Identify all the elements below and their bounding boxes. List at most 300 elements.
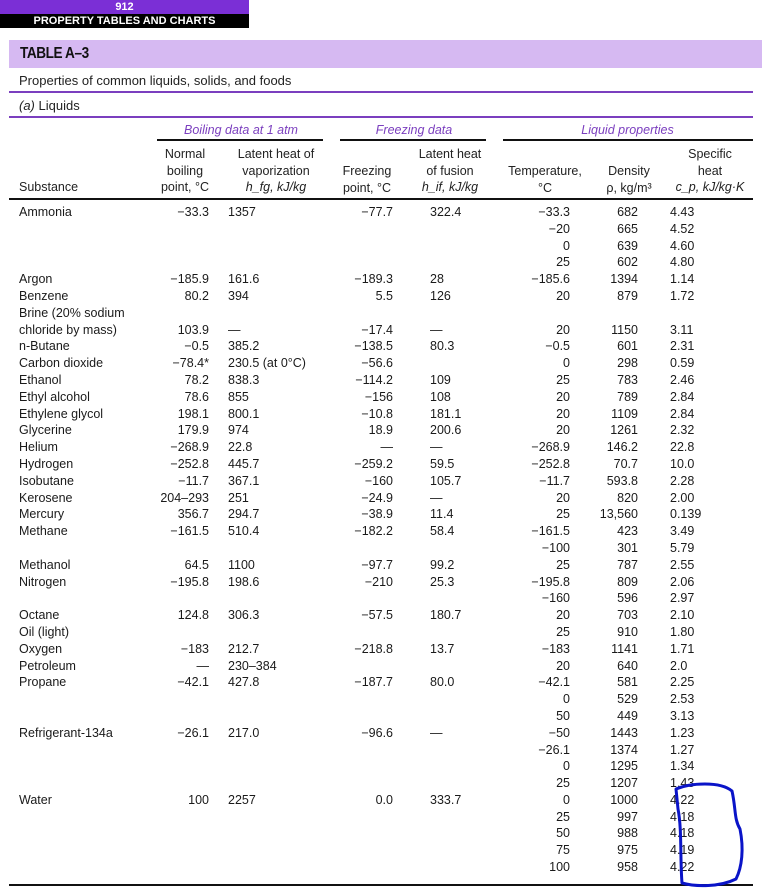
cell-latent-heat-fusion: — (430, 440, 443, 455)
cell-temperature: −183 (541, 641, 570, 656)
cell-specific-heat: 5.79 (670, 540, 695, 555)
group-boiling: Boiling data at 1 atm (184, 123, 298, 137)
cell-substance: Octane (19, 608, 60, 623)
cell-temperature: −26.1 (538, 742, 570, 757)
cell-specific-heat: 2.84 (670, 406, 695, 421)
cell-specific-heat: 4.52 (670, 221, 695, 236)
cell-freezing-point: — (380, 440, 393, 455)
cell-substance: Helium (19, 440, 58, 455)
cell-substance: Methanol (19, 557, 71, 572)
cell-freezing-point: 0.0 (375, 792, 393, 807)
cell-substance: Isobutane (19, 473, 74, 488)
table-row (0, 456, 766, 473)
cell-normal-boiling-point: 78.2 (184, 372, 209, 387)
cell-temperature: 20 (556, 658, 570, 673)
table-title: TABLE A–3 (20, 45, 89, 62)
cell-density: 596 (617, 591, 638, 606)
table-row (0, 725, 766, 742)
cell-latent-heat-vaporization: 394 (228, 288, 249, 303)
cell-latent-heat-fusion: 13.7 (430, 641, 455, 656)
cell-latent-heat-fusion: 11.4 (430, 507, 454, 522)
cell-specific-heat: 2.84 (670, 389, 695, 404)
cell-freezing-point: −189.3 (354, 272, 393, 287)
cell-density: 789 (617, 389, 638, 404)
table-row (0, 624, 766, 641)
col-lhv-symbol: h_fg, kJ/kg (245, 180, 307, 194)
cell-specific-heat: 22.8 (670, 440, 695, 455)
cell-density: 787 (617, 557, 638, 572)
table-row (0, 439, 766, 456)
table-row (0, 389, 766, 406)
cell-temperature: −195.8 (531, 574, 570, 589)
cell-temperature: −252.8 (531, 456, 570, 471)
cell-latent-heat-fusion: 109 (430, 372, 451, 387)
cell-temperature: 25 (556, 255, 570, 270)
cell-normal-boiling-point: −26.1 (177, 725, 209, 740)
cell-temperature: −42.1 (538, 675, 570, 690)
cell-latent-heat-vaporization: 22.8 (228, 440, 253, 455)
cell-temperature: 20 (556, 490, 570, 505)
cell-specific-heat: 0.59 (670, 356, 695, 371)
table-row (0, 674, 766, 691)
cell-specific-heat: 3.11 (670, 322, 694, 337)
cell-substance: Ethyl alcohol (19, 389, 90, 404)
cell-freezing-point: −57.5 (361, 608, 393, 623)
cell-density: 879 (617, 288, 638, 303)
group-boiling-line (157, 139, 323, 141)
cell-specific-heat: 2.46 (670, 372, 695, 387)
col-temp-line2: °C (537, 180, 553, 195)
table-row (0, 473, 766, 490)
cell-freezing-point: −160 (364, 473, 393, 488)
cell-density: 975 (617, 843, 638, 858)
cell-specific-heat: 1.27 (670, 742, 695, 757)
cell-freezing-point: −96.6 (361, 725, 393, 740)
cell-latent-heat-vaporization: — (228, 322, 241, 337)
col-lhf-line3 (414, 179, 486, 196)
table-row (0, 238, 766, 255)
cell-latent-heat-vaporization: 198.6 (228, 574, 260, 589)
table-row (0, 422, 766, 439)
table-row (0, 406, 766, 423)
cell-normal-boiling-point: −195.8 (170, 574, 209, 589)
cell-density: 640 (617, 658, 638, 673)
table-row (0, 842, 766, 859)
cell-temperature: 0 (563, 238, 570, 253)
cell-normal-boiling-point: 100 (188, 792, 209, 807)
cell-latent-heat-vaporization: 212.7 (228, 641, 260, 656)
cell-normal-boiling-point: −183 (180, 641, 209, 656)
cell-density: 988 (617, 826, 638, 841)
cell-substance: Brine (20% sodium (19, 305, 125, 320)
cell-temperature: 20 (556, 322, 570, 337)
cell-density: 1394 (610, 272, 638, 287)
cell-substance: Ethylene glycol (19, 406, 104, 421)
cell-specific-heat: 2.28 (670, 473, 695, 488)
cell-normal-boiling-point: 78.6 (184, 389, 209, 404)
cell-specific-heat: 1.34 (670, 759, 695, 774)
cell-density: 783 (617, 372, 638, 387)
cell-freezing-point: −218.8 (354, 641, 393, 656)
cell-latent-heat-vaporization: 838.3 (228, 372, 260, 387)
table-row (0, 859, 766, 876)
cell-density: 1109 (611, 406, 638, 421)
table-row (0, 691, 766, 708)
col-nbp-line1: Normal (164, 147, 206, 161)
table-row (0, 792, 766, 809)
subcaption-prefix: (a) (19, 98, 35, 113)
table-row (0, 641, 766, 658)
cell-specific-heat: 1.80 (670, 624, 695, 639)
cell-specific-heat: 1.72 (670, 288, 695, 303)
cell-latent-heat-fusion: 80.3 (430, 339, 455, 354)
cell-temperature: 25 (556, 372, 570, 387)
cell-substance: Ethanol (19, 372, 62, 387)
cell-specific-heat: 4.22 (670, 860, 695, 875)
cell-substance: Ammonia (19, 205, 72, 219)
cell-freezing-point: −156 (364, 389, 393, 404)
cell-substance: Mercury (19, 507, 65, 522)
subcaption-rule (9, 116, 753, 118)
cell-specific-heat: 4.19 (670, 843, 695, 858)
table-bottom-rule (9, 884, 753, 886)
cell-density: 449 (617, 708, 638, 723)
cell-density: 910 (617, 624, 638, 639)
cell-specific-heat: 2.25 (670, 675, 695, 690)
cell-freezing-point: −182.2 (354, 524, 393, 539)
cell-latent-heat-fusion: 126 (430, 288, 451, 303)
cell-latent-heat-vaporization: 230.5 (at 0°C) (228, 356, 306, 371)
cell-latent-heat-fusion: 105.7 (430, 473, 462, 488)
cell-temperature: −185.6 (531, 272, 570, 287)
cell-specific-heat: 2.97 (670, 591, 695, 606)
col-lhv-line2: vaporization (242, 163, 310, 178)
cell-temperature: 25 (556, 776, 570, 791)
cell-specific-heat: 2.31 (670, 339, 695, 354)
cell-temperature: 20 (556, 288, 570, 303)
cell-latent-heat-fusion: 333.7 (430, 792, 462, 807)
cell-temperature: −11.7 (539, 473, 570, 488)
cell-normal-boiling-point: −33.3 (177, 205, 209, 219)
cell-substance: chloride by mass) (19, 322, 117, 337)
cell-temperature: 0 (563, 356, 570, 371)
cell-latent-heat-fusion: — (430, 322, 443, 337)
cell-temperature: −100 (541, 540, 570, 555)
table-caption: Properties of common liquids, solids, and foods (19, 73, 292, 88)
cell-latent-heat-vaporization: 974 (228, 423, 249, 438)
cell-temperature: 0 (563, 692, 570, 707)
cell-temperature: −0.5 (545, 339, 570, 354)
cell-density: 70.7 (613, 456, 638, 471)
cell-substance: Hydrogen (19, 456, 74, 471)
cell-latent-heat-fusion: 59.5 (430, 456, 455, 471)
cell-normal-boiling-point: 204–293 (160, 490, 209, 505)
cell-freezing-point: −10.8 (361, 406, 393, 421)
cell-latent-heat-vaporization: 445.7 (228, 456, 260, 471)
cell-density: 958 (617, 860, 638, 875)
table-row (0, 305, 766, 322)
cell-density: 593.8 (606, 473, 638, 488)
cell-normal-boiling-point: — (196, 658, 209, 673)
cell-normal-boiling-point: 179.9 (177, 423, 209, 438)
cell-normal-boiling-point: 356.7 (177, 507, 209, 522)
table-row (0, 557, 766, 574)
table-row (0, 708, 766, 725)
cell-substance: Nitrogen (19, 574, 67, 589)
cell-specific-heat: 2.55 (670, 557, 695, 572)
table-row (0, 506, 766, 523)
cell-density: 13,560 (599, 507, 638, 522)
cell-specific-heat: 2.06 (670, 574, 695, 589)
cell-substance: Glycerine (19, 423, 72, 438)
cell-specific-heat: 10.0 (670, 456, 695, 471)
cell-latent-heat-vaporization: 800.1 (228, 406, 260, 421)
cell-normal-boiling-point: −78.4* (172, 356, 209, 371)
cell-latent-heat-vaporization: 1100 (228, 557, 255, 572)
cell-density: 301 (617, 540, 638, 555)
cell-density: 602 (617, 255, 638, 270)
cell-temperature: 25 (556, 557, 570, 572)
col-density (598, 163, 660, 196)
cell-specific-heat: 4.43 (670, 205, 695, 219)
cell-normal-boiling-point: 103.9 (177, 322, 209, 337)
cell-temperature: 25 (556, 507, 570, 522)
table-row (0, 221, 766, 238)
col-latent-heat-vaporization (228, 146, 324, 196)
col-lhf-line2: of fusion (426, 163, 474, 178)
group-freezing: Freezing data (375, 123, 453, 137)
cell-normal-boiling-point: −161.5 (170, 524, 209, 539)
cell-latent-heat-vaporization: 385.2 (228, 339, 260, 354)
table-row (0, 658, 766, 675)
cell-freezing-point: 18.9 (368, 423, 393, 438)
cell-freezing-point: −114.2 (355, 372, 393, 387)
cell-substance: Refrigerant-134a (19, 725, 113, 740)
cell-latent-heat-vaporization: 510.4 (228, 524, 260, 539)
table-row (0, 590, 766, 607)
col-fp-line2: point, °C (342, 180, 392, 195)
col-freezing-point (338, 163, 396, 196)
cell-latent-heat-fusion: 25.3 (430, 574, 455, 589)
cell-specific-heat: 1.14 (670, 272, 695, 287)
col-temperature (502, 163, 588, 196)
cell-latent-heat-fusion: 80.0 (430, 675, 455, 690)
cell-temperature: 0 (563, 792, 570, 807)
cell-latent-heat-fusion: 58.4 (430, 524, 455, 539)
cell-latent-heat-fusion: 200.6 (430, 423, 462, 438)
cell-density: 682 (617, 205, 638, 219)
cell-normal-boiling-point: −11.7 (178, 473, 209, 488)
col-nbp-line2: boiling (166, 163, 204, 178)
cell-substance: Oil (light) (19, 624, 70, 639)
cell-density: 1443 (610, 725, 638, 740)
cell-specific-heat: 4.18 (670, 826, 695, 841)
table-row (0, 271, 766, 288)
cell-specific-heat: 4.18 (670, 809, 695, 824)
col-substance: Substance (19, 180, 79, 194)
cell-density: 146.2 (606, 440, 638, 455)
cell-freezing-point: −187.7 (354, 675, 393, 690)
cell-latent-heat-vaporization: 294.7 (228, 507, 260, 522)
cell-specific-heat: 4.60 (670, 238, 695, 253)
table-row (0, 758, 766, 775)
cell-substance: n-Butane (19, 339, 70, 354)
cell-specific-heat: 3.49 (670, 524, 695, 539)
cell-density: 423 (617, 524, 638, 539)
group-liquid-line (503, 139, 753, 141)
cell-temperature: 25 (556, 809, 570, 824)
cell-density: 1374 (610, 742, 638, 757)
cell-density: 298 (617, 356, 638, 371)
col-fp-line1: Freezing (342, 164, 392, 178)
cell-temperature: 75 (556, 843, 570, 858)
cell-normal-boiling-point: −252.8 (170, 456, 209, 471)
cell-freezing-point: −38.9 (361, 507, 393, 522)
table-row (0, 825, 766, 842)
cell-temperature: 50 (556, 708, 570, 723)
col-density-line2: ρ, kg/m³ (606, 180, 652, 195)
col-latent-heat-fusion (414, 146, 486, 196)
col-cp-line3 (664, 179, 756, 196)
col-temp-line1: Temperature, (508, 164, 582, 178)
cell-latent-heat-fusion: 28 (430, 272, 444, 287)
table-row (0, 204, 766, 221)
cell-temperature: 25 (556, 624, 570, 639)
cell-density: 997 (617, 809, 638, 824)
group-freezing-line (340, 139, 486, 141)
col-lhf-symbol: h_if, kJ/kg (421, 180, 479, 194)
table-row (0, 775, 766, 792)
table-row (0, 338, 766, 355)
cell-temperature: −160 (541, 591, 570, 606)
col-lhf-line1: Latent heat (418, 147, 482, 161)
cell-specific-heat: 2.53 (670, 692, 695, 707)
cell-temperature: −50 (548, 725, 570, 740)
table-row (0, 372, 766, 389)
table-row (0, 490, 766, 507)
table-row (0, 523, 766, 540)
cell-normal-boiling-point: −185.9 (170, 272, 209, 287)
cell-specific-heat: 1.23 (670, 725, 695, 740)
cell-latent-heat-fusion: 180.7 (430, 608, 462, 623)
cell-substance: Propane (19, 675, 67, 690)
col-nbp-line3: point, °C (160, 180, 210, 194)
cell-specific-heat: 0.139 (670, 507, 702, 522)
col-specific-heat (664, 146, 756, 196)
cell-normal-boiling-point: −42.1 (177, 675, 209, 690)
cell-freezing-point: −17.4 (361, 322, 393, 337)
cell-latent-heat-vaporization: 217.0 (228, 725, 260, 740)
cell-normal-boiling-point: 124.8 (177, 608, 209, 623)
cell-latent-heat-fusion: 181.1 (430, 406, 462, 421)
cell-latent-heat-fusion: 99.2 (430, 557, 455, 572)
cell-density: 820 (617, 490, 638, 505)
cell-latent-heat-fusion: 108 (430, 389, 451, 404)
cell-latent-heat-fusion: 322.4 (430, 205, 462, 219)
page-number: 912 (0, 0, 249, 14)
cell-substance: Benzene (19, 288, 69, 303)
table-title-bar (9, 40, 762, 68)
table-row (0, 540, 766, 557)
cell-temperature: −268.9 (531, 440, 570, 455)
cell-freezing-point: −77.7 (361, 205, 393, 219)
col-cp-line2: heat (697, 163, 723, 178)
cell-latent-heat-fusion: — (430, 725, 443, 740)
cell-density: 1000 (610, 792, 638, 807)
cell-latent-heat-vaporization: 306.3 (228, 608, 260, 623)
cell-specific-heat: 2.0 (670, 658, 688, 673)
cell-density: 1295 (610, 759, 638, 774)
cell-substance: Oxygen (19, 641, 63, 656)
cell-freezing-point: 5.5 (375, 288, 393, 303)
table-subcaption (19, 98, 80, 113)
cell-temperature: −20 (548, 221, 570, 236)
caption-rule (9, 91, 753, 93)
cell-latent-heat-vaporization: 1357 (228, 205, 256, 219)
table-row (0, 574, 766, 591)
table-row (0, 322, 766, 339)
table-row (0, 607, 766, 624)
col-lhv-line1: Latent heat of (237, 147, 315, 161)
cell-latent-heat-vaporization: 230–384 (228, 658, 277, 673)
cell-specific-heat: 3.13 (670, 708, 695, 723)
cell-freezing-point: −138.5 (354, 339, 393, 354)
cell-density: 601 (617, 339, 638, 354)
cell-substance: Petroleum (19, 658, 76, 673)
cell-specific-heat: 1.43 (670, 776, 695, 791)
cell-normal-boiling-point: −0.5 (184, 339, 209, 354)
cell-specific-heat: 4.22 (670, 792, 695, 807)
cell-freezing-point: −24.9 (361, 490, 393, 505)
cell-temperature: −33.3 (538, 205, 570, 219)
table-row (0, 355, 766, 372)
cell-density: 1261 (610, 423, 638, 438)
table-row (0, 288, 766, 305)
cell-normal-boiling-point: −268.9 (170, 440, 209, 455)
cell-density: 581 (617, 675, 638, 690)
cell-temperature: 20 (556, 406, 570, 421)
cell-temperature: 50 (556, 826, 570, 841)
cell-latent-heat-vaporization: 855 (228, 389, 249, 404)
cell-specific-heat: 2.00 (670, 490, 695, 505)
cell-substance: Water (19, 792, 52, 807)
cell-specific-heat: 2.10 (670, 608, 695, 623)
cell-normal-boiling-point: 198.1 (177, 406, 209, 421)
cell-normal-boiling-point: 80.2 (184, 288, 209, 303)
cell-substance: Argon (19, 272, 53, 287)
table-row (0, 254, 766, 271)
table-row (0, 742, 766, 759)
cell-specific-heat: 1.71 (670, 641, 695, 656)
cell-density: 1207 (610, 776, 638, 791)
cell-latent-heat-fusion: — (430, 490, 443, 505)
cell-substance: Carbon dioxide (19, 356, 104, 371)
col-cp-line1: Specific (688, 147, 732, 161)
cell-density: 703 (617, 608, 638, 623)
col-lhv-line3 (228, 179, 324, 196)
cell-temperature: 20 (556, 423, 570, 438)
group-liquid: Liquid properties (581, 123, 674, 137)
header-rule (9, 198, 753, 200)
page-header (0, 0, 249, 28)
cell-freezing-point: −210 (364, 574, 393, 589)
cell-temperature: −161.5 (531, 524, 570, 539)
cell-density: 639 (617, 238, 638, 253)
cell-freezing-point: −259.2 (354, 456, 393, 471)
cell-density: 665 (617, 221, 638, 236)
cell-freezing-point: −56.6 (361, 356, 393, 371)
cell-latent-heat-vaporization: 2257 (228, 792, 256, 807)
